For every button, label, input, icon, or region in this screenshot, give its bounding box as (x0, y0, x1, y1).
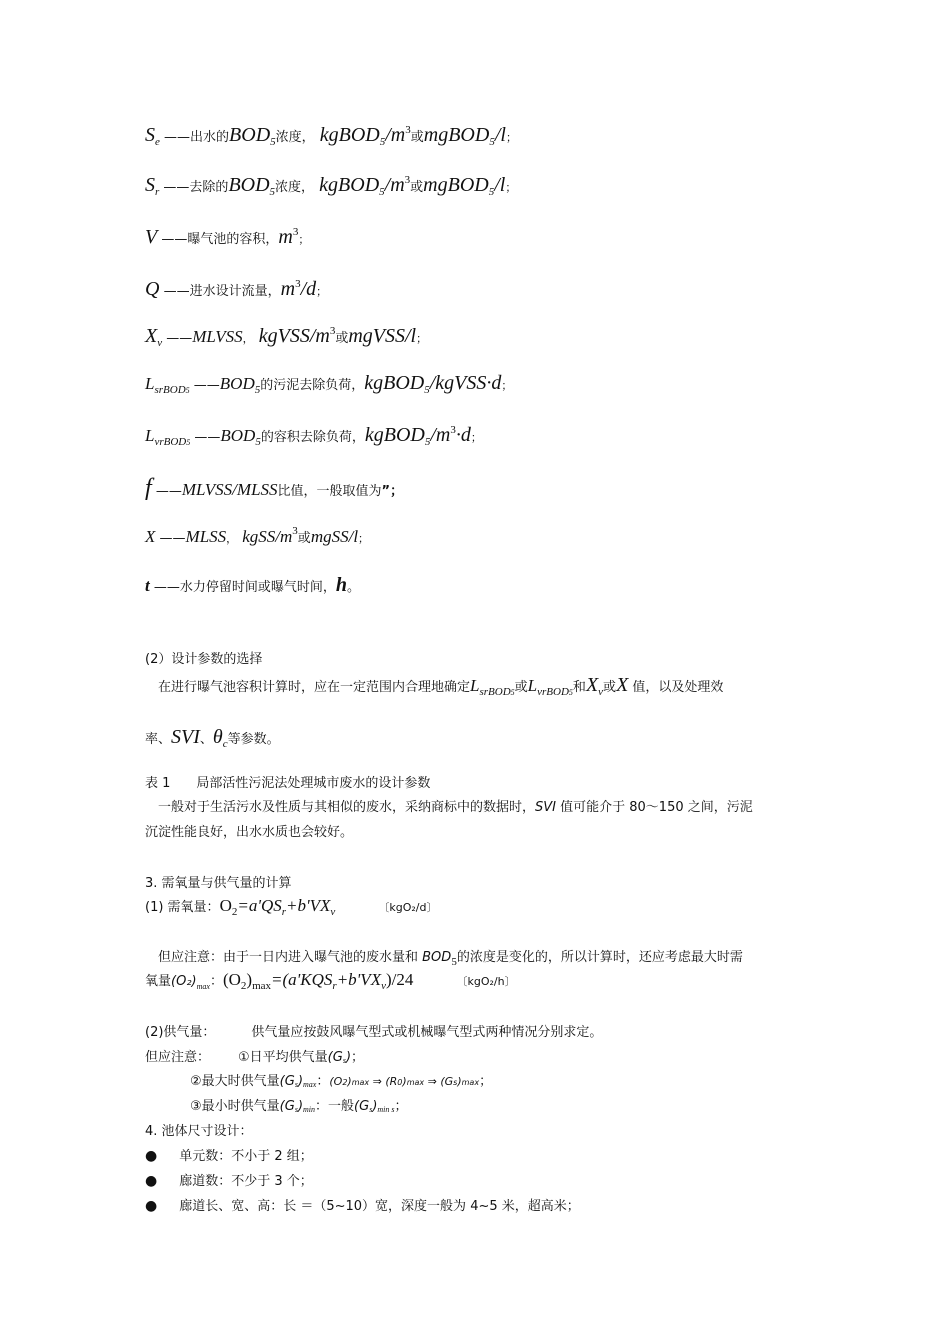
bullet-item-3: ● 廊道长、宽、高：长 ＝（5~10）宽，深度一般为 4~5 米，超高米； (145, 1198, 580, 1214)
oxygen-demand-unit: 〔kgO₂/d〕 (378, 901, 438, 914)
def-v: V ——曝气池的容积，$m^3$； (145, 226, 310, 248)
section-4-title: 4. 池体尺寸设计： (145, 1124, 253, 1139)
def-lvr: $L_{vrBOD5}$ $——BOD_5$的容积去除负荷，$kgBOD_5/m^3\cdot d$； (145, 424, 482, 448)
section-2-para-line2: 率、SVI、$\theta_c$等参数。 (145, 726, 280, 750)
def-xv: $X_v$ ——MLVSS， kgVSS/$m^3$或mgVSS/l； (145, 325, 428, 349)
oxygen-demand-line: (1) 需氧量：$O_2=a'QS_r+b'VX_v$ 〔kgO₂/d〕 (145, 896, 438, 918)
dash: —— (164, 130, 191, 145)
max-oxygen-unit: 〔kgO₂/h〕 (456, 975, 516, 988)
def-se: $S_e$ ——出水的$BOD_5$浓度， $kgBOD_5/m^3$或mgBOD$_5$/l； (145, 124, 517, 148)
def-t: t ——水力停留时间或曝气时间，h。 (145, 574, 361, 596)
bullet-icon: ● (145, 1198, 158, 1214)
section-2-para-line1: 在进行曝气池容积计算时，应在一定范围内合理地确定$L_{srBOD5}$或$L_{vrBOD5}$和$X_v$或X 值，以及处理效 (158, 674, 724, 698)
bullet-icon: ● (145, 1173, 158, 1189)
gas-note-1: 但应注意： ①日平均供气量$(G_s)$； (145, 1050, 365, 1065)
note-line1: 但应注意：由于一日内进入曝气池的废水量和 $BOD_5$的浓度是变化的，所以计算时，还应考虑最大时需 (158, 950, 743, 968)
svi-paragraph-line1: 一般对于生活污水及性质与其相似的废水，采纳商标中的数据时，SVI 值可能介于 80～150 之间，污泥 (158, 800, 753, 815)
note-line2: 氧量$(O_2)_{max}$：$(O_2)_{max}=(a'KQS_r+b'VX_v)/24$ 〔kgO₂/h〕 (145, 970, 516, 992)
def-sr: $S_r$ ——去除的$BOD_5$浓度， $kgBOD_5/m^3$或mgBOD$_5$/l； (145, 174, 517, 198)
svi-paragraph-line2: 沉淀性能良好，出水水质也会较好。 (145, 825, 354, 840)
bullet-icon: ● (145, 1148, 158, 1164)
gas-supply-line: (2)供气量： 供气量应按鼓风曝气型式或机械曝气型式两种情况分别求定。 (145, 1025, 603, 1040)
def-x: X ——MLSS， kgSS/$m^3$或mgSS/l； (145, 525, 370, 546)
bullet-item-1: ● 单元数：不小于 2 组； (145, 1148, 313, 1164)
def-f: f ——MLVSS/MLSS比值，一般取值为”； (145, 475, 404, 501)
gas-note-2: ②最大时供气量$(G_s)_{max}$：(O2)max ⇒ (R0)max ⇒ (Gs)max； (190, 1074, 493, 1089)
section-3-title: 3. 需氧量与供气量的计算 (145, 876, 292, 891)
gas-note-3: ③最小时供气量$(G_s)_{min}$：一般$(G_s)_{min s}$； (190, 1099, 408, 1114)
section-2-title: (2）设计参数的选择 (145, 652, 263, 667)
table-caption: 表 1 局部活性污泥法处理城市废水的设计参数 (145, 776, 431, 791)
bullet-item-2: ● 廊道数：不少于 3 个； (145, 1173, 313, 1189)
def-lsr: $L_{srBOD5}$ $——BOD_5$的污泥去除负荷，kgBOD$_5$/kgVSS·d； (145, 372, 513, 396)
def-q: Q ——进水设计流量，$m^3/d$； (145, 278, 328, 300)
